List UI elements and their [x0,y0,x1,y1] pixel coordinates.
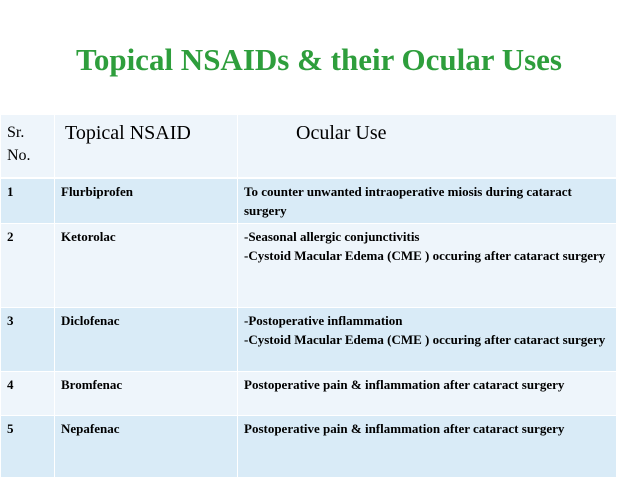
nsaid-table [0,114,617,478]
header-sr-no [1,115,55,179]
cell-drug: Flurbiprofen [55,178,238,224]
use-line: -Postoperative inflammation [244,313,403,328]
header-sr-line1: Sr. [7,124,25,141]
cell-sr: 1 [1,178,55,224]
header-topical-nsaid: Topical NSAID [55,115,238,179]
cell-use [238,224,617,308]
use-line: Postoperative pain & inflammation after cataract surgery [244,421,565,436]
cell-drug: Diclofenac [55,308,238,372]
slide-title: Topical NSAIDs & their Ocular Uses [76,42,562,77]
header-sr-line2: No. [7,147,31,164]
use-line: -Cystoid Macular Edema (CME ) occuring after cataract surgery [244,248,606,263]
table-row [1,372,617,416]
cell-use [238,416,617,478]
cell-sr: 2 [1,224,55,308]
cell-drug: Ketorolac [55,224,238,308]
use-line: -Cystoid Macular Edema (CME ) occuring after cataract surgery [244,332,606,347]
table-row [1,224,617,308]
header-ocular-use: Ocular Use [238,115,617,179]
cell-use [238,178,617,224]
cell-sr: 3 [1,308,55,372]
table-row [1,308,617,372]
use-line: Postoperative pain & inflammation after cataract surgery [244,377,565,392]
use-line: To counter unwanted intraoperative miosis during cataract surgery [244,184,572,218]
cell-sr: 4 [1,372,55,416]
cell-use [238,308,617,372]
table-header-row [1,115,617,179]
cell-use [238,372,617,416]
cell-drug: Bromfenac [55,372,238,416]
table-row [1,416,617,478]
table-row [1,178,617,224]
use-line: -Seasonal allergic conjunctivitis [244,229,420,244]
cell-sr: 5 [1,416,55,478]
cell-drug: Nepafenac [55,416,238,478]
